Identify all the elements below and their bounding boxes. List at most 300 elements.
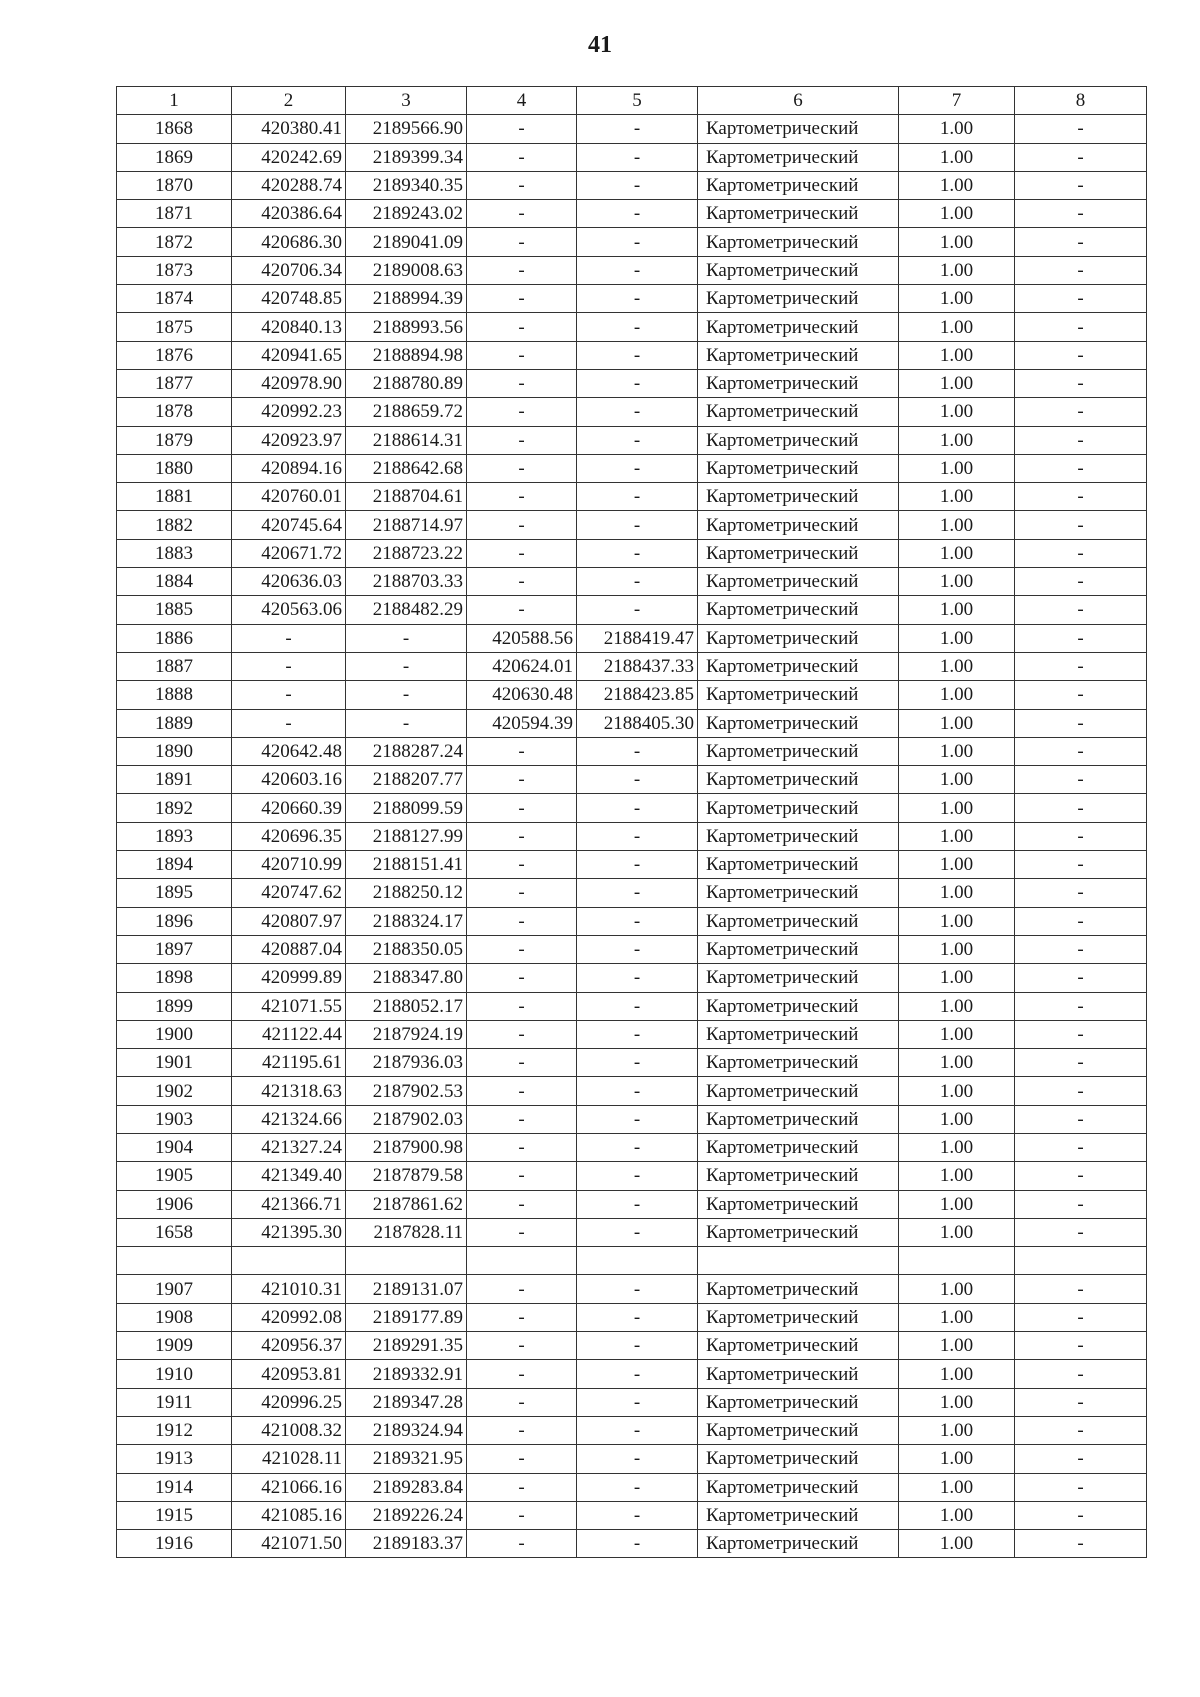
cell-y-coord: 2187828.11: [346, 1218, 467, 1246]
cell-x-coord: 421327.24: [232, 1133, 346, 1161]
cell-y-coord: 2189008.63: [346, 256, 467, 284]
table-row: [117, 851, 1147, 879]
cell-x-coord: 420288.74: [232, 171, 346, 199]
cell-accuracy: 1.00: [899, 256, 1015, 284]
cell-accuracy: 1.00: [899, 1049, 1015, 1077]
cell-method: Картометрический: [698, 483, 899, 511]
cell-y-coord-alt: -: [577, 992, 698, 1020]
cell-method: Картометрический: [698, 171, 899, 199]
cell-point-number: 1896: [117, 907, 232, 935]
cell-y-coord-alt: -: [577, 794, 698, 822]
cell-description: -: [1015, 341, 1147, 369]
cell-description: -: [1015, 1190, 1147, 1218]
cell-method: Картометрический: [698, 369, 899, 397]
cell-y-coord: 2188324.17: [346, 907, 467, 935]
cell-x-coord: 420923.97: [232, 426, 346, 454]
cell-point-number: 1903: [117, 1105, 232, 1133]
cell-method: Картометрический: [698, 794, 899, 822]
cell-description: -: [1015, 935, 1147, 963]
cell-description: -: [1015, 115, 1147, 143]
cell-point-number: 1887: [117, 652, 232, 680]
cell-accuracy: 1.00: [899, 143, 1015, 171]
cell-accuracy: 1.00: [899, 1303, 1015, 1331]
cell-x-coord: 421395.30: [232, 1218, 346, 1246]
table-row: [117, 511, 1147, 539]
cell-method: Картометрический: [698, 1020, 899, 1048]
cell-y-coord-alt: -: [577, 1020, 698, 1048]
cell-x-coord: 420386.64: [232, 200, 346, 228]
table-row: [117, 285, 1147, 313]
cell-y-coord: 2189283.84: [346, 1473, 467, 1501]
cell-y-coord-alt: -: [577, 426, 698, 454]
cell-accuracy: 1.00: [899, 1218, 1015, 1246]
cell-x-coord-alt: -: [467, 143, 577, 171]
cell-point-number: 1906: [117, 1190, 232, 1218]
cell-x-coord: -: [232, 652, 346, 680]
cell-y-coord-alt: -: [577, 143, 698, 171]
cell-y-coord: 2188723.22: [346, 539, 467, 567]
cell-accuracy: 1.00: [899, 228, 1015, 256]
cell-method: Картометрический: [698, 398, 899, 426]
cell-description: -: [1015, 1416, 1147, 1444]
cell-y-coord-alt: -: [577, 964, 698, 992]
cell-x-coord-alt: -: [467, 511, 577, 539]
cell-x-coord-alt: -: [467, 794, 577, 822]
cell-x-coord-alt: -: [467, 568, 577, 596]
cell-y-coord: 2189183.37: [346, 1530, 467, 1558]
cell-y-coord-alt: -: [577, 1332, 698, 1360]
table-row: [117, 1388, 1147, 1416]
cell-y-coord-alt: -: [577, 398, 698, 426]
cell-x-coord-alt: -: [467, 1303, 577, 1331]
cell-description: -: [1015, 285, 1147, 313]
cell-y-coord-alt: -: [577, 454, 698, 482]
cell-x-coord-alt: -: [467, 539, 577, 567]
cell-description: -: [1015, 596, 1147, 624]
cell-x-coord: 420941.65: [232, 341, 346, 369]
cell-accuracy: 1.00: [899, 766, 1015, 794]
cell-method: Картометрический: [698, 1218, 899, 1246]
cell-x-coord-alt: -: [467, 1501, 577, 1529]
cell-x-coord-alt: -: [467, 171, 577, 199]
cell-accuracy: 1.00: [899, 285, 1015, 313]
cell-method: Картометрический: [698, 200, 899, 228]
cell-method: Картометрический: [698, 935, 899, 963]
table-row: [117, 539, 1147, 567]
cell-point-number: 1901: [117, 1049, 232, 1077]
cell-description: -: [1015, 539, 1147, 567]
cell-accuracy: 1.00: [899, 1190, 1015, 1218]
table-row: [117, 822, 1147, 850]
cell-method: Картометрический: [698, 1275, 899, 1303]
cell-point-number: 1905: [117, 1162, 232, 1190]
table-row: [117, 115, 1147, 143]
cell-method: Картометрический: [698, 1077, 899, 1105]
cell-y-coord-alt: 2188405.30: [577, 709, 698, 737]
cell-y-coord-alt: -: [577, 1501, 698, 1529]
cell-x-coord-alt: -: [467, 115, 577, 143]
cell-x-coord: 420686.30: [232, 228, 346, 256]
table-row: [117, 1445, 1147, 1473]
cell-x-coord-alt: -: [467, 1049, 577, 1077]
cell-x-coord-alt: 420624.01: [467, 652, 577, 680]
cell-accuracy: 1.00: [899, 426, 1015, 454]
cell-point-number: 1908: [117, 1303, 232, 1331]
cell-x-coord-alt: -: [467, 766, 577, 794]
cell-y-coord: 2188287.24: [346, 737, 467, 765]
cell-description: -: [1015, 1133, 1147, 1161]
cell-x-coord-alt: -: [467, 992, 577, 1020]
cell-description: -: [1015, 1303, 1147, 1331]
cell-accuracy: 1.00: [899, 709, 1015, 737]
cell-description: -: [1015, 1445, 1147, 1473]
cell-x-coord-alt: -: [467, 822, 577, 850]
header-col-4: 4: [467, 87, 577, 115]
cell-accuracy: 1.00: [899, 1360, 1015, 1388]
table-row: [117, 766, 1147, 794]
cell-y-coord-alt: -: [577, 369, 698, 397]
cell-y-coord-alt: -: [577, 1077, 698, 1105]
cell-y-coord: 2189243.02: [346, 200, 467, 228]
cell-point-number: 1912: [117, 1416, 232, 1444]
cell-y-coord-alt: -: [577, 171, 698, 199]
cell-x-coord-alt: -: [467, 907, 577, 935]
cell-description: -: [1015, 964, 1147, 992]
cell-x-coord: 421195.61: [232, 1049, 346, 1077]
coordinates-table: [116, 86, 1147, 1558]
cell-y-coord: -: [346, 624, 467, 652]
cell-method: Картометрический: [698, 115, 899, 143]
cell-accuracy: 1.00: [899, 822, 1015, 850]
cell-y-coord-alt: -: [577, 341, 698, 369]
cell-point-number: 1880: [117, 454, 232, 482]
cell-accuracy: 1.00: [899, 851, 1015, 879]
table-row: [117, 1501, 1147, 1529]
cell-x-coord: 421071.55: [232, 992, 346, 1020]
cell-x-coord: 420953.81: [232, 1360, 346, 1388]
cell-point-number: 1907: [117, 1275, 232, 1303]
cell-method: Картометрический: [698, 822, 899, 850]
cell-method: Картометрический: [698, 228, 899, 256]
cell-point-number: 1911: [117, 1388, 232, 1416]
cell-accuracy: 1.00: [899, 200, 1015, 228]
cell-y-coord: 2188659.72: [346, 398, 467, 426]
cell-method: Картометрический: [698, 1530, 899, 1558]
cell-x-coord: 420745.64: [232, 511, 346, 539]
cell-x-coord: 420840.13: [232, 313, 346, 341]
cell-accuracy: 1.00: [899, 1416, 1015, 1444]
cell-description: -: [1015, 907, 1147, 935]
table-row: [117, 794, 1147, 822]
cell-y-coord: 2187861.62: [346, 1190, 467, 1218]
cell-accuracy: 1.00: [899, 596, 1015, 624]
cell-description: -: [1015, 454, 1147, 482]
cell-x-coord-alt: -: [467, 483, 577, 511]
table-row: [117, 426, 1147, 454]
cell-description: -: [1015, 851, 1147, 879]
table-row: [117, 596, 1147, 624]
header-col-1: 1: [117, 87, 232, 115]
cell-point-number: 1877: [117, 369, 232, 397]
table-row: [117, 171, 1147, 199]
cell-method: Картометрический: [698, 1049, 899, 1077]
cell-method: Картометрический: [698, 143, 899, 171]
cell-accuracy: 1.00: [899, 1162, 1015, 1190]
cell-y-coord: 2188099.59: [346, 794, 467, 822]
cell-point-number: 1868: [117, 115, 232, 143]
cell-method: Картометрический: [698, 737, 899, 765]
cell-y-coord: 2189347.28: [346, 1388, 467, 1416]
cell-point-number: 1891: [117, 766, 232, 794]
cell-method: Картометрический: [698, 851, 899, 879]
header-col-2: 2: [232, 87, 346, 115]
table-row: [117, 1105, 1147, 1133]
cell-y-coord-alt: -: [577, 1275, 698, 1303]
cell-method: Картометрический: [698, 539, 899, 567]
cell-y-coord: 2188714.97: [346, 511, 467, 539]
cell-x-coord: 421122.44: [232, 1020, 346, 1048]
table-row: [117, 964, 1147, 992]
cell-point-number: 1890: [117, 737, 232, 765]
cell-description: -: [1015, 1530, 1147, 1558]
table-row: [117, 143, 1147, 171]
cell-y-coord-alt: -: [577, 1162, 698, 1190]
cell-accuracy: [899, 1247, 1015, 1275]
cell-point-number: 1871: [117, 200, 232, 228]
cell-description: -: [1015, 369, 1147, 397]
cell-method: Картометрический: [698, 652, 899, 680]
cell-y-coord-alt: -: [577, 851, 698, 879]
cell-y-coord-alt: -: [577, 1388, 698, 1416]
cell-method: Картометрический: [698, 709, 899, 737]
cell-x-coord: 420999.89: [232, 964, 346, 992]
cell-description: -: [1015, 1218, 1147, 1246]
cell-point-number: 1874: [117, 285, 232, 313]
cell-y-coord: 2189332.91: [346, 1360, 467, 1388]
cell-description: -: [1015, 256, 1147, 284]
table-row: [117, 256, 1147, 284]
cell-y-coord: 2189041.09: [346, 228, 467, 256]
cell-x-coord-alt: -: [467, 1077, 577, 1105]
table-row: [117, 737, 1147, 765]
table-body: [117, 115, 1147, 1558]
table-row: [117, 200, 1147, 228]
cell-y-coord-alt: 2188437.33: [577, 652, 698, 680]
cell-y-coord-alt: -: [577, 313, 698, 341]
cell-y-coord-alt: -: [577, 1473, 698, 1501]
cell-accuracy: 1.00: [899, 1133, 1015, 1161]
cell-x-coord-alt: 420630.48: [467, 681, 577, 709]
cell-method: Картометрический: [698, 1473, 899, 1501]
cell-method: Картометрический: [698, 256, 899, 284]
cell-method: Картометрический: [698, 1303, 899, 1331]
table-row: [117, 1473, 1147, 1501]
cell-accuracy: 1.00: [899, 369, 1015, 397]
cell-x-coord: 420747.62: [232, 879, 346, 907]
cell-point-number: 1888: [117, 681, 232, 709]
cell-y-coord: 2187902.03: [346, 1105, 467, 1133]
cell-description: -: [1015, 1473, 1147, 1501]
table-row: [117, 681, 1147, 709]
cell-y-coord-alt: -: [577, 1218, 698, 1246]
cell-y-coord: 2187924.19: [346, 1020, 467, 1048]
cell-y-coord: 2188614.31: [346, 426, 467, 454]
cell-method: Картометрический: [698, 511, 899, 539]
cell-y-coord-alt: -: [577, 228, 698, 256]
cell-point-number: 1870: [117, 171, 232, 199]
cell-x-coord: 420887.04: [232, 935, 346, 963]
cell-y-coord: 2188780.89: [346, 369, 467, 397]
cell-y-coord: -: [346, 681, 467, 709]
table-row: [117, 879, 1147, 907]
cell-description: -: [1015, 1275, 1147, 1303]
cell-point-number: 1879: [117, 426, 232, 454]
cell-accuracy: 1.00: [899, 1077, 1015, 1105]
cell-x-coord: 420636.03: [232, 568, 346, 596]
cell-accuracy: 1.00: [899, 1530, 1015, 1558]
cell-description: -: [1015, 1332, 1147, 1360]
cell-y-coord-alt: -: [577, 1049, 698, 1077]
table-row: [117, 1020, 1147, 1048]
cell-accuracy: 1.00: [899, 964, 1015, 992]
cell-y-coord: 2188642.68: [346, 454, 467, 482]
cell-y-coord: 2189131.07: [346, 1275, 467, 1303]
cell-x-coord: 420710.99: [232, 851, 346, 879]
cell-accuracy: 1.00: [899, 115, 1015, 143]
cell-point-number: 1878: [117, 398, 232, 426]
cell-y-coord: 2188993.56: [346, 313, 467, 341]
cell-y-coord-alt: -: [577, 115, 698, 143]
cell-y-coord: 2188151.41: [346, 851, 467, 879]
cell-x-coord-alt: -: [467, 256, 577, 284]
cell-accuracy: 1.00: [899, 454, 1015, 482]
cell-x-coord-alt: -: [467, 454, 577, 482]
cell-point-number: 1885: [117, 596, 232, 624]
cell-x-coord-alt: -: [467, 851, 577, 879]
cell-x-coord: 420992.08: [232, 1303, 346, 1331]
cell-y-coord-alt: -: [577, 511, 698, 539]
cell-y-coord: [346, 1247, 467, 1275]
cell-method: Картометрический: [698, 596, 899, 624]
table-row: [117, 1332, 1147, 1360]
cell-description: -: [1015, 1501, 1147, 1529]
cell-accuracy: 1.00: [899, 737, 1015, 765]
cell-accuracy: 1.00: [899, 992, 1015, 1020]
cell-x-coord: 420760.01: [232, 483, 346, 511]
cell-y-coord-alt: -: [577, 483, 698, 511]
cell-x-coord-alt: -: [467, 1105, 577, 1133]
cell-accuracy: 1.00: [899, 483, 1015, 511]
cell-method: Картометрический: [698, 1416, 899, 1444]
cell-x-coord: 420671.72: [232, 539, 346, 567]
cell-point-number: 1909: [117, 1332, 232, 1360]
cell-x-coord: 420748.85: [232, 285, 346, 313]
cell-method: Картометрический: [698, 681, 899, 709]
cell-description: -: [1015, 992, 1147, 1020]
cell-accuracy: 1.00: [899, 1388, 1015, 1416]
cell-y-coord-alt: -: [577, 1360, 698, 1388]
cell-y-coord-alt: [577, 1247, 698, 1275]
cell-point-number: 1913: [117, 1445, 232, 1473]
cell-x-coord: 421028.11: [232, 1445, 346, 1473]
page-number: 41: [588, 32, 612, 58]
cell-x-coord-alt: -: [467, 1360, 577, 1388]
cell-x-coord: -: [232, 681, 346, 709]
cell-y-coord: 2188704.61: [346, 483, 467, 511]
cell-x-coord: 420603.16: [232, 766, 346, 794]
cell-accuracy: 1.00: [899, 313, 1015, 341]
cell-point-number: 1904: [117, 1133, 232, 1161]
cell-y-coord-alt: 2188419.47: [577, 624, 698, 652]
cell-method: Картометрический: [698, 1105, 899, 1133]
cell-description: -: [1015, 822, 1147, 850]
cell-y-coord-alt: -: [577, 935, 698, 963]
table-row: [117, 1049, 1147, 1077]
cell-point-number: 1897: [117, 935, 232, 963]
cell-y-coord: 2188127.99: [346, 822, 467, 850]
cell-x-coord: 420380.41: [232, 115, 346, 143]
cell-accuracy: 1.00: [899, 1445, 1015, 1473]
header-col-6: 6: [698, 87, 899, 115]
cell-method: Картометрический: [698, 1190, 899, 1218]
cell-method: Картометрический: [698, 624, 899, 652]
cell-y-coord: -: [346, 652, 467, 680]
cell-x-coord-alt: 420594.39: [467, 709, 577, 737]
cell-y-coord: 2189399.34: [346, 143, 467, 171]
cell-point-number: 1916: [117, 1530, 232, 1558]
cell-x-coord: 420996.25: [232, 1388, 346, 1416]
cell-x-coord-alt: -: [467, 1218, 577, 1246]
cell-method: Картометрический: [698, 285, 899, 313]
cell-description: -: [1015, 1020, 1147, 1048]
cell-point-number: 1893: [117, 822, 232, 850]
cell-accuracy: 1.00: [899, 1275, 1015, 1303]
cell-description: -: [1015, 398, 1147, 426]
cell-x-coord: [232, 1247, 346, 1275]
cell-accuracy: 1.00: [899, 652, 1015, 680]
table-row: [117, 398, 1147, 426]
table-row: [117, 935, 1147, 963]
cell-y-coord-alt: -: [577, 1190, 698, 1218]
cell-x-coord-alt: -: [467, 1162, 577, 1190]
cell-y-coord: 2188894.98: [346, 341, 467, 369]
cell-method: Картометрический: [698, 313, 899, 341]
table-row: [117, 624, 1147, 652]
cell-x-coord-alt: 420588.56: [467, 624, 577, 652]
cell-y-coord: 2189291.35: [346, 1332, 467, 1360]
cell-point-number: 1882: [117, 511, 232, 539]
cell-method: Картометрический: [698, 879, 899, 907]
cell-method: Картометрический: [698, 907, 899, 935]
cell-y-coord: 2188052.17: [346, 992, 467, 1020]
cell-method: Картометрический: [698, 1133, 899, 1161]
cell-x-coord: 420992.23: [232, 398, 346, 426]
cell-x-coord: 420978.90: [232, 369, 346, 397]
table-row: [117, 1247, 1147, 1275]
cell-x-coord-alt: -: [467, 1275, 577, 1303]
cell-accuracy: 1.00: [899, 1501, 1015, 1529]
cell-description: -: [1015, 794, 1147, 822]
cell-x-coord: 421318.63: [232, 1077, 346, 1105]
cell-y-coord: 2188207.77: [346, 766, 467, 794]
cell-x-coord-alt: -: [467, 200, 577, 228]
cell-description: -: [1015, 200, 1147, 228]
table-row: [117, 992, 1147, 1020]
cell-method: [698, 1247, 899, 1275]
cell-point-number: [117, 1247, 232, 1275]
cell-description: -: [1015, 568, 1147, 596]
cell-description: -: [1015, 652, 1147, 680]
